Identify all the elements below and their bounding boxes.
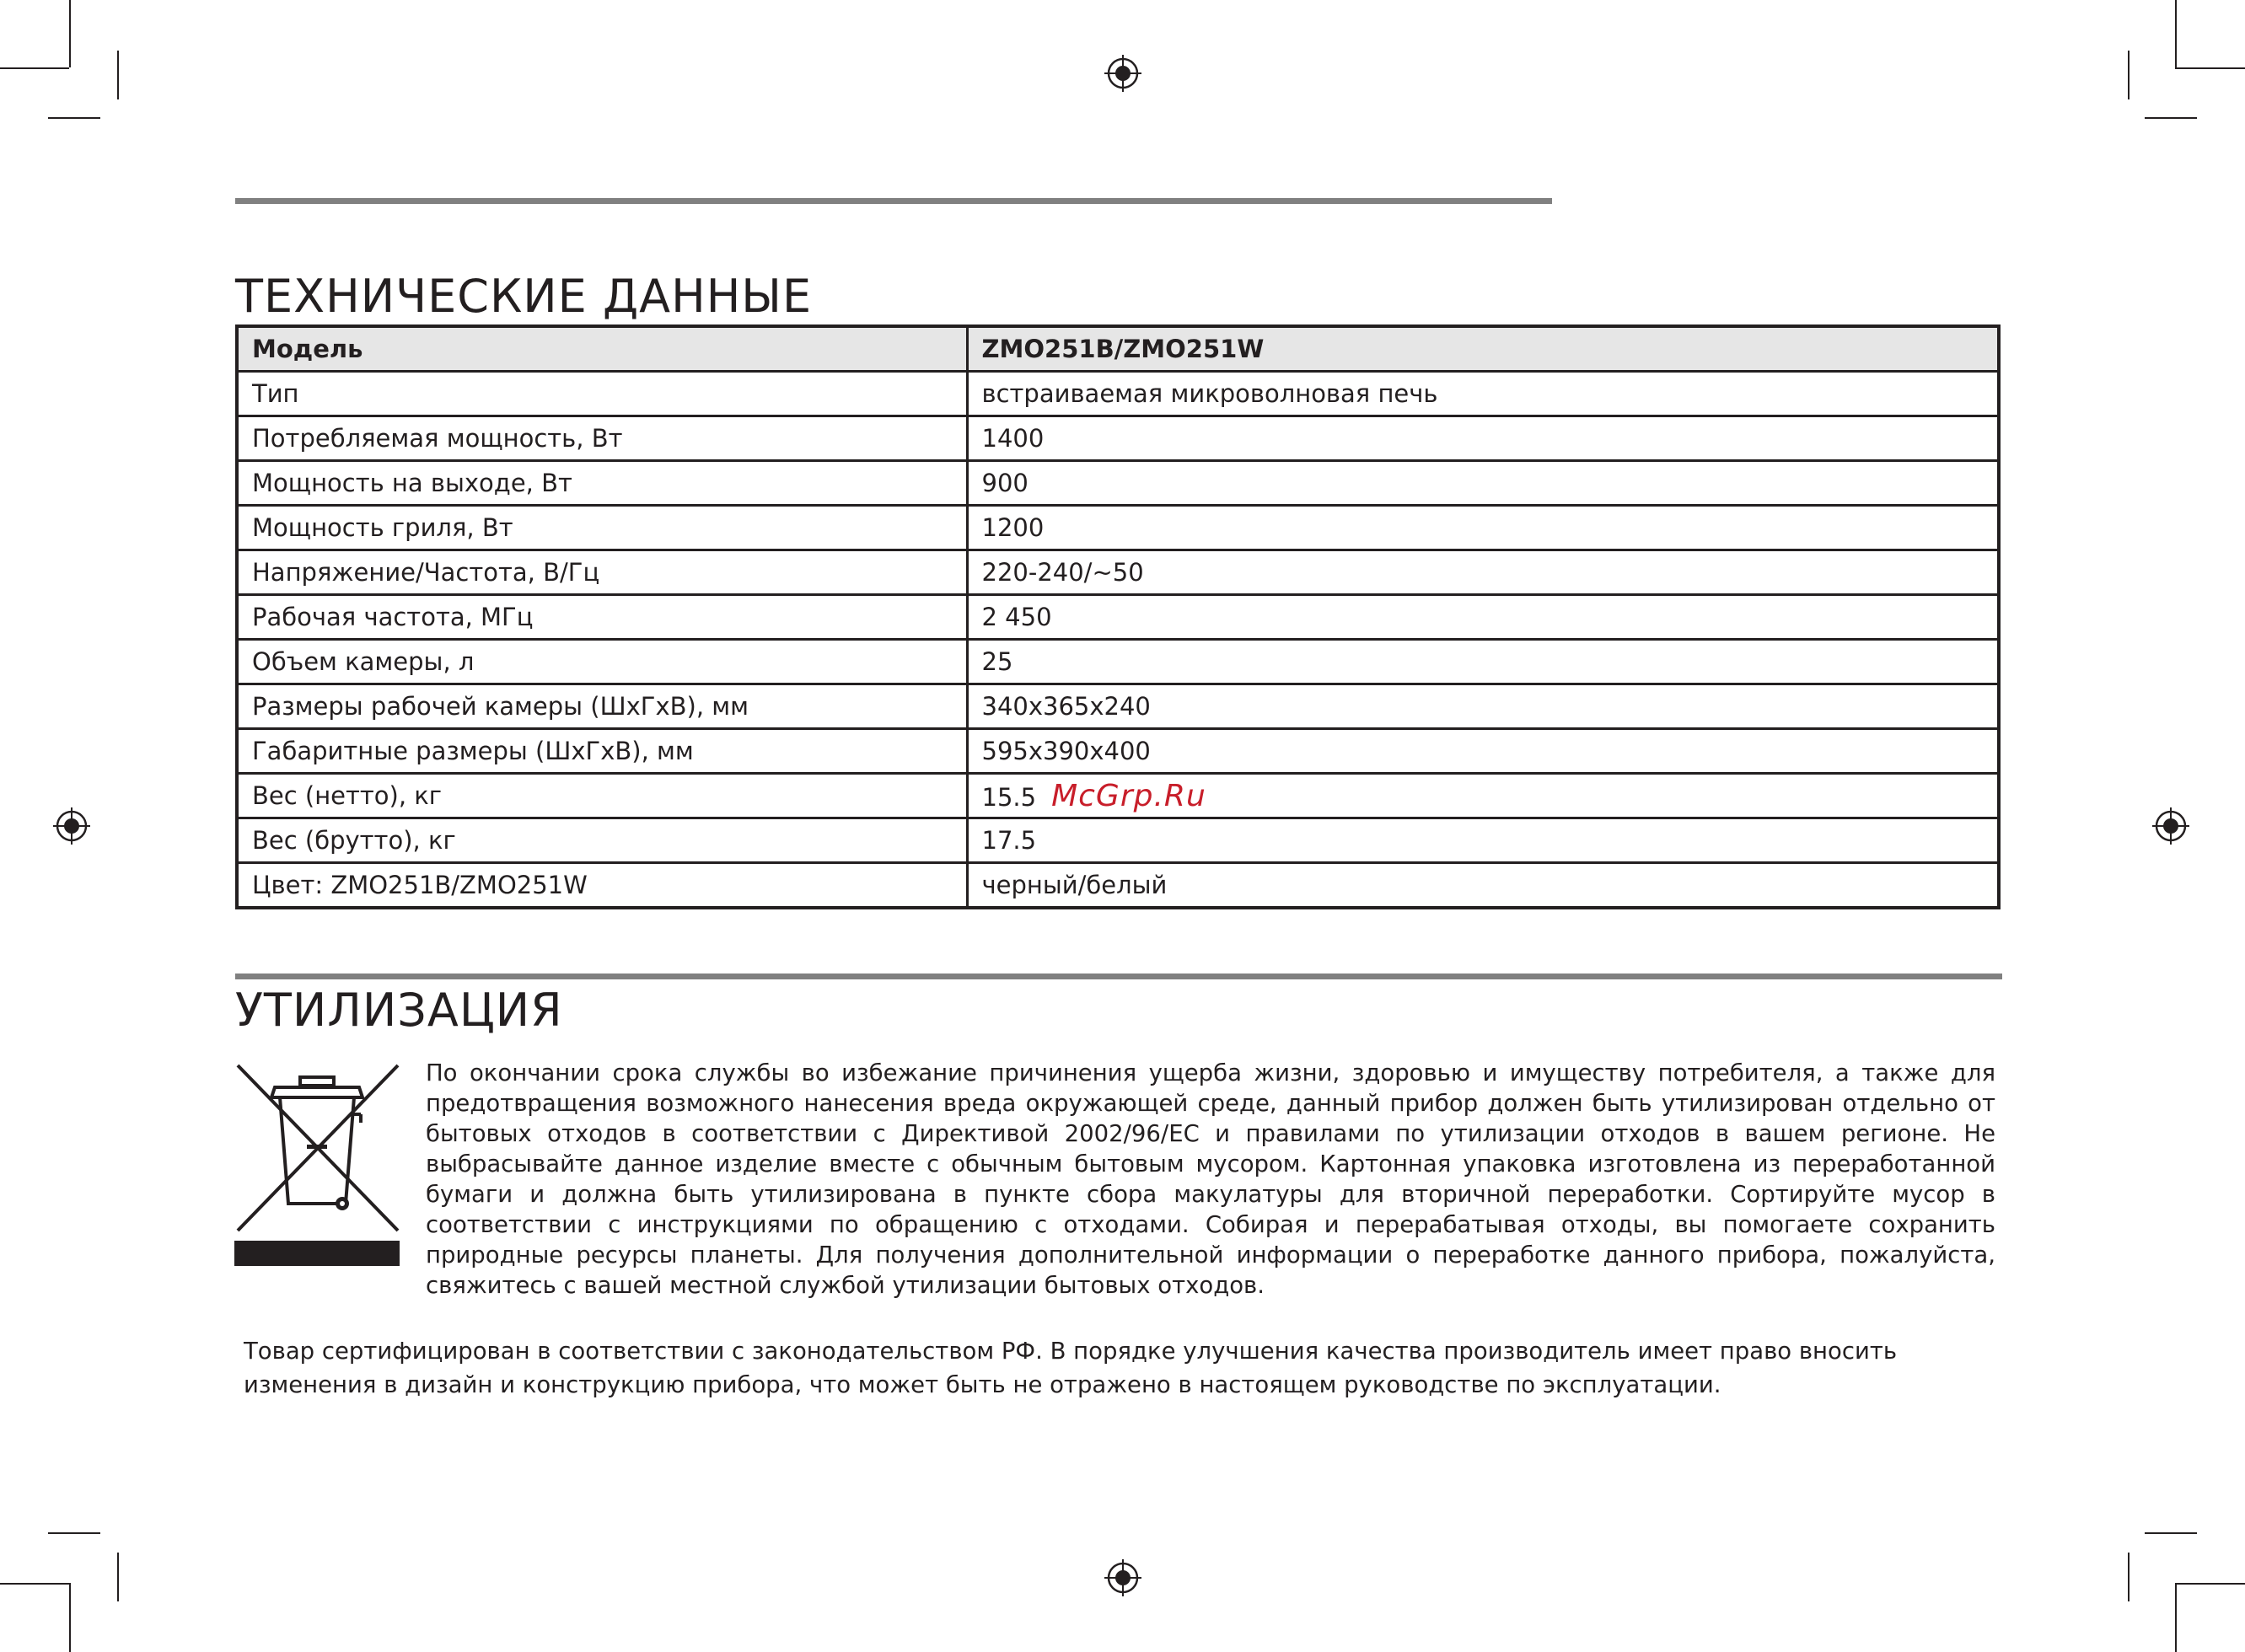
row-label: Вес (нетто), кг	[237, 774, 967, 818]
row-label: Потребляемая мощность, Вт	[237, 416, 967, 461]
table-row	[237, 684, 1999, 729]
row-label: Рабочая частота, МГц	[237, 595, 967, 640]
table-row	[237, 372, 1999, 416]
row-label: Размеры рабочей камеры (ШхГхВ), мм	[237, 684, 967, 729]
table-row	[237, 595, 1999, 640]
header-label: Модель	[237, 326, 967, 372]
row-value	[967, 774, 1999, 818]
row-label: Напряжение/Частота, В/Гц	[237, 550, 967, 595]
table-row	[237, 506, 1999, 550]
crop-mark	[2175, 1583, 2245, 1585]
table-row	[237, 774, 1999, 818]
registration-mark-icon	[1104, 1559, 1141, 1596]
crop-mark	[2175, 67, 2245, 69]
crop-mark	[0, 1583, 69, 1585]
row-value: черный/белый	[967, 863, 1999, 909]
row-label: Габаритные размеры (ШхГхВ), мм	[237, 729, 967, 774]
table-row	[237, 863, 1999, 909]
crop-mark	[48, 117, 100, 119]
row-label: Вес (брутто), кг	[237, 818, 967, 863]
row-value: 900	[967, 461, 1999, 506]
row-label: Мощность гриля, Вт	[237, 506, 967, 550]
disposal-rule	[235, 974, 2002, 979]
crop-mark	[2175, 0, 2177, 67]
top-rule	[235, 198, 1552, 204]
crossed-out-bin-icon	[234, 1062, 401, 1266]
registration-mark-icon	[2152, 807, 2189, 845]
row-value: 595x390x400	[967, 729, 1999, 774]
table-row	[237, 461, 1999, 506]
crop-mark	[2145, 117, 2197, 119]
crop-mark	[48, 1532, 100, 1534]
crop-mark	[2145, 1532, 2197, 1534]
crop-mark	[117, 1553, 119, 1601]
row-label: Мощность на выходе, Вт	[237, 461, 967, 506]
disposal-title: УТИЛИЗАЦИЯ	[235, 984, 563, 1037]
disposal-text: По окончании срока службы во избежание причинения ущерба жизни, здоровью и имуществу потребителя, а также для предотвращения возможного нанесения вреда окружающей среде, данный прибор должен быть утилизирован отдельно от бытовых отходов в соответствии с Директивой 2002/96/ЕС и правилами по утилизации отходов в вашем регионе. Не выбрасывайте данное изделие вместе с обычным бытовым мусором. Картонная упаковка изготовлена из переработанной бумаги и должна быть утилизирована в пункте сбора макулатуры для вторичной переработки. Сортируйте мусор в соответствии с инструкциями по обращению с отходами. Собирая и перерабатывая отходы, вы помогаете сохранить природные ресурсы планеты. Для получения дополнительной информации о переработке данного прибора, пожалуйста, свяжитесь с вашей местной службой утилизации бытовых отходов.	[426, 1059, 1995, 1299]
registration-mark-icon	[1104, 55, 1141, 92]
crop-mark	[69, 0, 71, 67]
table-row	[237, 818, 1999, 863]
row-value: 1200	[967, 506, 1999, 550]
crop-mark	[0, 67, 69, 69]
row-label: Тип	[237, 372, 967, 416]
row-value: 2 450	[967, 595, 1999, 640]
table-header-row	[237, 326, 1999, 372]
row-value: 25	[967, 640, 1999, 684]
row-value-text: 15.5	[981, 782, 1037, 812]
crop-mark	[69, 1583, 71, 1652]
specs-title: ТЕХНИЧЕСКИЕ ДАННЫЕ	[235, 270, 813, 323]
row-value: 17.5	[967, 818, 1999, 863]
bin-symbol-bar	[234, 1241, 400, 1266]
crop-mark	[117, 51, 119, 99]
header-value: ZMO251B/ZMO251W	[967, 326, 1999, 372]
table-row	[237, 640, 1999, 684]
certification-note: Товар сертифицирован в соответствии с законодательством РФ. В порядке улучшения качества производитель имеет право вносить изменения в дизайн и конструкцию прибора, что может быть не отражено в настоящем руководстве по эксплуатации.	[244, 1338, 1898, 1398]
crop-mark	[2128, 1553, 2130, 1601]
row-label: Объем камеры, л	[237, 640, 967, 684]
row-value: 1400	[967, 416, 1999, 461]
watermark: McGrp.Ru	[1051, 778, 1206, 813]
row-value: 220-240/~50	[967, 550, 1999, 595]
table-row	[237, 729, 1999, 774]
row-value: встраиваемая микроволновая печь	[967, 372, 1999, 416]
table-row	[237, 550, 1999, 595]
row-value: 340x365x240	[967, 684, 1999, 729]
registration-mark-icon	[53, 807, 90, 845]
table-row	[237, 416, 1999, 461]
crop-mark	[2128, 51, 2130, 99]
crop-mark	[2175, 1583, 2177, 1652]
row-label: Цвет: ZMO251B/ZMO251W	[237, 863, 967, 909]
specs-table	[235, 324, 2001, 909]
